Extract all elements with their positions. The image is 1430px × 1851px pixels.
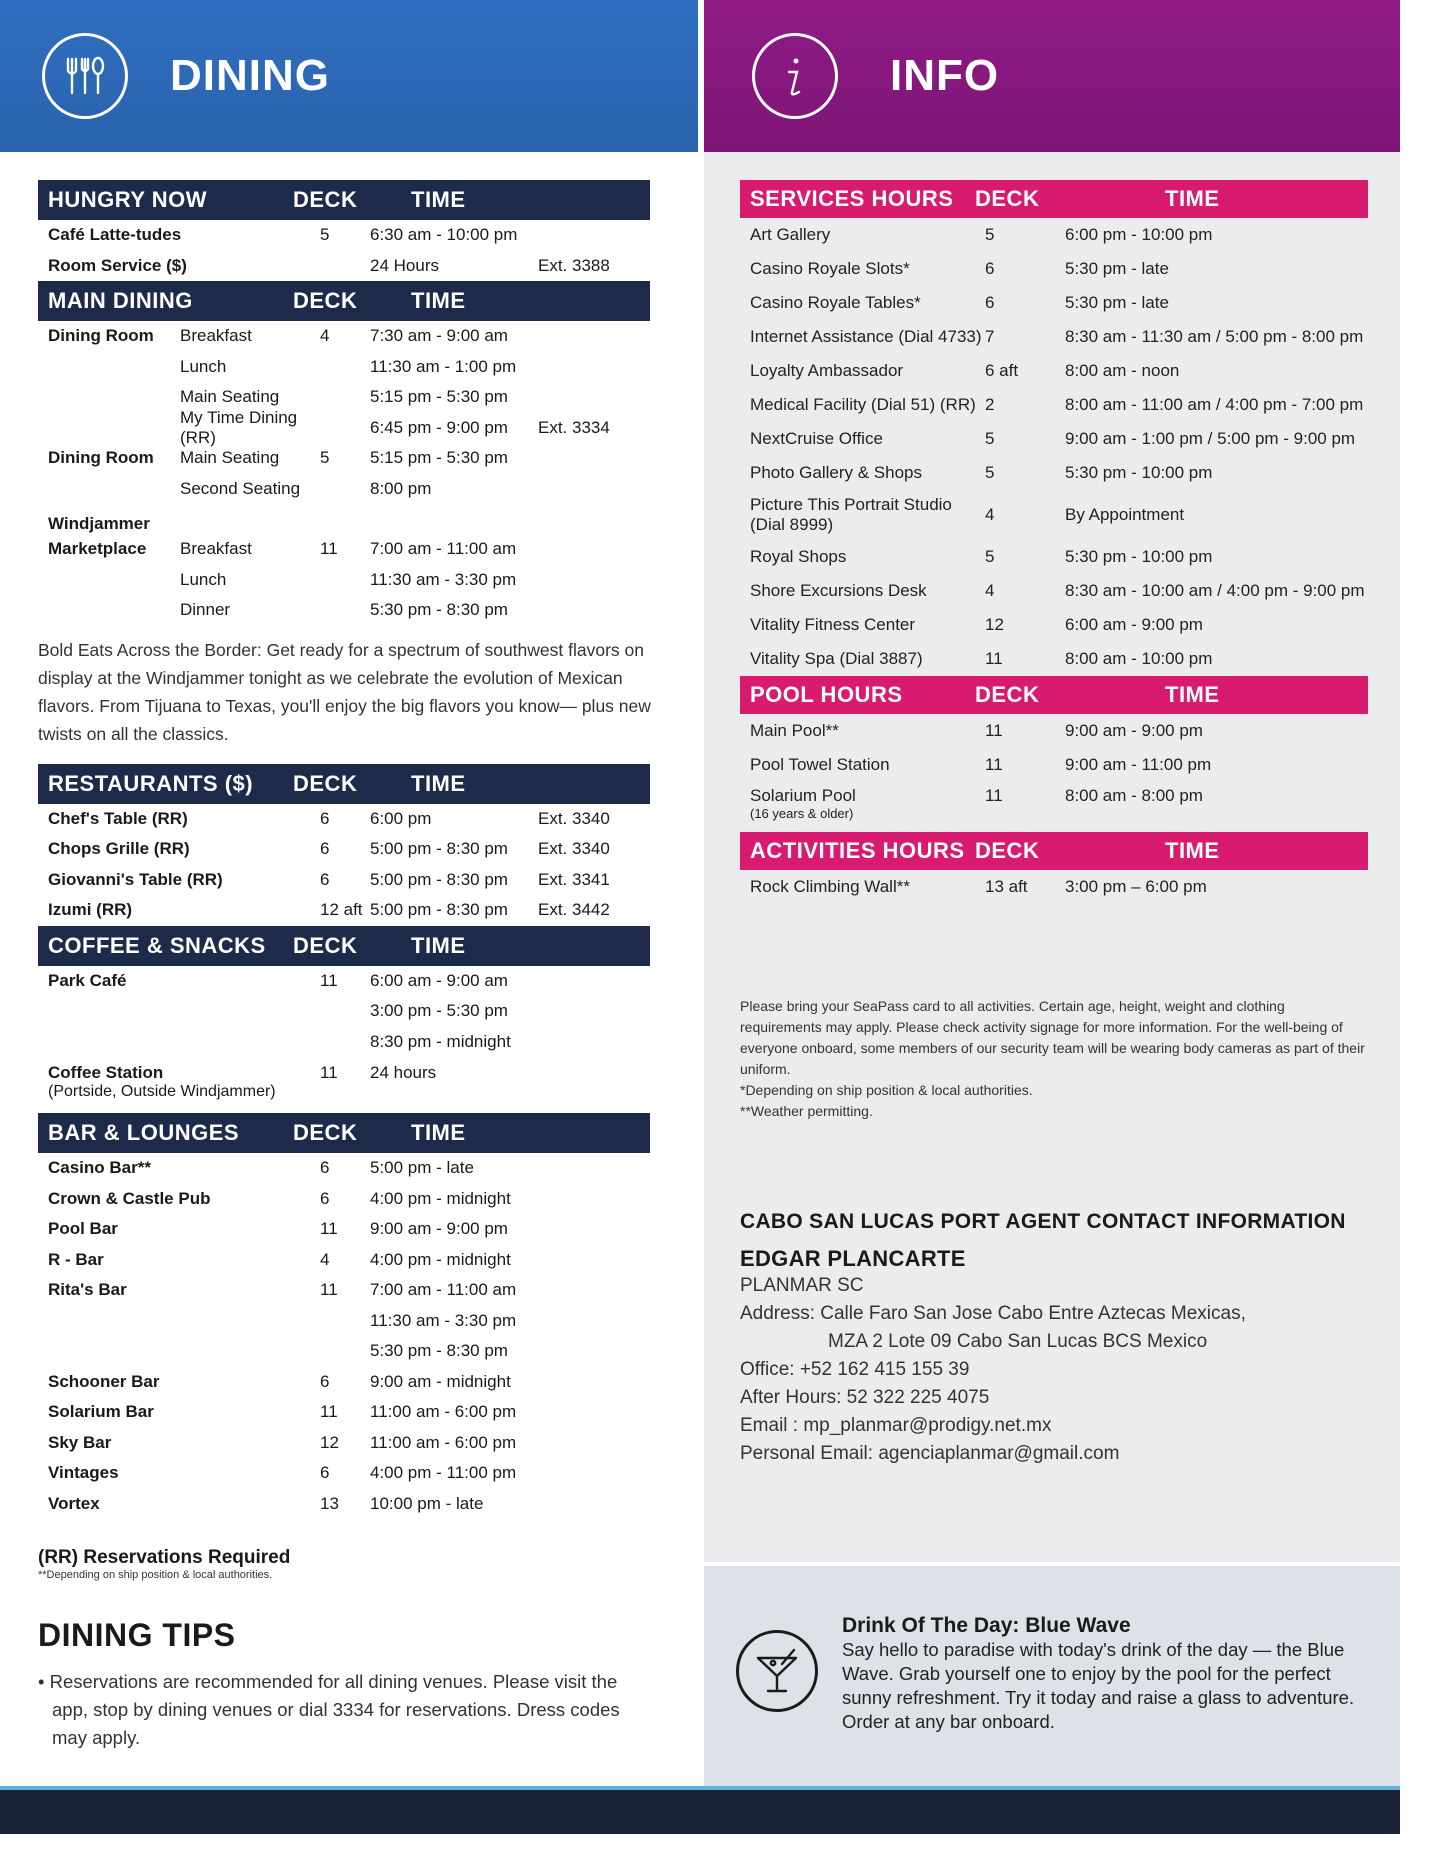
- deck-heading: DECK: [975, 838, 1040, 863]
- table-row: [740, 714, 1368, 748]
- time-value: 8:00 am - noon: [1065, 361, 1180, 380]
- time-heading: TIME: [411, 1120, 466, 1145]
- weather-footnote: **Weather permitting.: [740, 1103, 873, 1119]
- table-row: [38, 1367, 650, 1398]
- service-name: Photo Gallery & Shops: [750, 463, 922, 482]
- venue-name: Pool Bar: [48, 1219, 118, 1239]
- table-row: [740, 456, 1368, 490]
- section-title: COFFEE & SNACKS: [48, 932, 266, 958]
- service-cell: [740, 495, 985, 535]
- port-agent-address-line2: MZA 2 Lote 09 Cabo San Lucas BCS Mexico: [828, 1331, 1208, 1352]
- time-value: 4:00 pm - 11:00 pm: [370, 1463, 517, 1483]
- deck-value: 11: [985, 721, 1003, 740]
- extension-value: Ext. 3442: [538, 900, 610, 920]
- time-value: 11:00 am - 6:00 pm: [370, 1432, 517, 1452]
- time-heading: TIME: [1165, 186, 1220, 211]
- deck-value: 11: [985, 755, 1003, 774]
- venue-name: Crown & Castle Pub: [48, 1188, 211, 1208]
- venue-name: Dining Room: [48, 448, 154, 468]
- info-column: [740, 180, 1368, 1468]
- time-heading: TIME: [411, 770, 466, 796]
- venue-name: Windjammer: [48, 514, 150, 533]
- deck-value: 12 aft: [320, 900, 363, 920]
- deck-heading: DECK: [293, 187, 358, 212]
- service-name: Royal Shops: [750, 547, 847, 566]
- time-value: 5:00 pm - 8:30 pm: [370, 839, 508, 859]
- time-value: 8:00 am - 10:00 pm: [1065, 649, 1213, 668]
- deck-value: 5: [985, 547, 995, 566]
- seapass-note: [740, 996, 1368, 1122]
- port-agent-name: EDGAR PLANCARTE: [740, 1246, 966, 1271]
- table-row: [38, 407, 650, 447]
- table-row: [740, 422, 1368, 456]
- extension-value: Ext. 3341: [538, 869, 610, 889]
- pool-hours-header: [740, 676, 1368, 714]
- venue-name: Izumi (RR): [48, 900, 133, 920]
- meal-name: Dinner: [180, 600, 231, 620]
- table-row: [740, 608, 1368, 642]
- service-name: Medical Facility (Dial 51) (RR): [750, 395, 976, 414]
- hungry-now-header: [38, 180, 650, 220]
- deck-value: 12: [320, 1432, 339, 1452]
- time-value: 7:30 am - 9:00 am: [370, 326, 508, 346]
- deck-heading: DECK: [293, 770, 358, 796]
- time-value: 5:15 pm - 5:30 pm: [370, 387, 508, 407]
- time-value: 4:00 pm - midnight: [370, 1188, 511, 1208]
- meal-name: Second Seating: [180, 478, 301, 498]
- table-row: [38, 474, 650, 505]
- table-row: [38, 895, 650, 926]
- venue-name: Giovanni's Table (RR): [48, 869, 223, 889]
- deck-value: 2: [985, 395, 995, 414]
- section-title: SERVICES HOURS: [750, 186, 954, 211]
- section-title: HUNGRY NOW: [48, 187, 207, 212]
- deck-heading: DECK: [293, 932, 358, 958]
- time-value: 6:00 pm - 10:00 pm: [1065, 225, 1213, 244]
- deck-value: 11: [985, 649, 1003, 668]
- table-row: [38, 1489, 650, 1520]
- venue-name: Solarium Bar: [48, 1402, 154, 1422]
- deck-heading: DECK: [293, 288, 358, 313]
- time-value: 6:45 pm - 9:00 pm: [370, 417, 508, 437]
- time-heading: TIME: [411, 932, 466, 958]
- venue-name: Park Café: [48, 970, 127, 990]
- venue-name: Chef's Table (RR): [48, 808, 188, 828]
- time-value: 11:30 am - 3:30 pm: [370, 1310, 517, 1330]
- windjammer-blurb: Bold Eats Across the Border: Get ready for a spectrum of southwest flavors on display at the Windjammer tonight as we celebrate the evolution of Mexican flavors. From Tijuana to Texas, you'll enjoy the big flavors you know— plus new twists on all the classics.: [38, 639, 651, 744]
- time-heading: TIME: [411, 187, 466, 212]
- table-row: [38, 1245, 650, 1276]
- section-title: ACTIVITIES HOURS: [750, 838, 965, 863]
- info-title: INFO: [890, 51, 1000, 100]
- deck-value: 6: [320, 1371, 330, 1391]
- time-value: 11:00 am - 6:00 pm: [370, 1402, 517, 1422]
- deck-value: 11: [320, 1280, 338, 1300]
- table-row: [740, 354, 1368, 388]
- dining-tips-title: DINING TIPS: [38, 1617, 236, 1653]
- deck-value: 4: [985, 505, 995, 524]
- dining-title: DINING: [170, 51, 330, 100]
- table-row: [38, 321, 650, 352]
- info-header: [704, 0, 1400, 152]
- port-agent-personal-email: Personal Email: agenciaplanmar@gmail.com: [740, 1443, 1120, 1464]
- drink-text: [842, 1614, 1372, 1734]
- venue-name: Casino Bar**: [48, 1158, 151, 1178]
- table-row: [38, 595, 650, 626]
- dining-tips-text: • Reservations are recommended for all dining venues. Please visit the app, stop by dining venues or dial 3334 for reservations. Dress codes may apply.: [38, 1671, 620, 1748]
- time-heading: TIME: [411, 288, 466, 313]
- venue-name: Vortex: [48, 1493, 100, 1513]
- service-name: Picture This Portrait Studio: [750, 495, 952, 514]
- time-value: 6:30 am - 10:00 pm: [370, 225, 518, 245]
- table-row: [740, 218, 1368, 252]
- services-hours-header: [740, 180, 1368, 218]
- service-name: Internet Assistance (Dial 4733): [750, 327, 982, 346]
- table-row: [38, 1428, 650, 1459]
- extension-value: Ext. 3334: [538, 417, 610, 437]
- table-row: [38, 1027, 650, 1058]
- table-row: [740, 782, 1368, 832]
- table-row: [38, 565, 650, 596]
- section-title: RESTAURANTS ($): [48, 770, 254, 796]
- service-name: Casino Royale Tables*: [750, 293, 921, 312]
- dining-column: [38, 180, 650, 1752]
- port-agent-address: Address: Calle Faro San Jose Cabo Entre Aztecas Mexicas,: [740, 1303, 1246, 1324]
- meal-name: My Time Dining (RR): [180, 407, 298, 447]
- drink-description: Say hello to paradise with today's drink of the day — the Blue Wave. Grab yourself one to enjoy by the pool for the perfect sunny refreshment. Try it today and raise a glass to adventure. Order at any bar onboard.: [842, 1639, 1355, 1732]
- venue-name: Marketplace: [48, 539, 147, 559]
- port-agent-office: Office: +52 162 415 155 39: [740, 1359, 970, 1380]
- service-name: NextCruise Office: [750, 429, 883, 448]
- deck-value: 6: [320, 839, 330, 859]
- time-heading: TIME: [1165, 838, 1220, 863]
- service-name: Art Gallery: [750, 225, 831, 244]
- section-title: POOL HOURS: [750, 682, 903, 707]
- table-row: [38, 966, 650, 997]
- time-value: 3:00 pm - 5:30 pm: [370, 1001, 508, 1021]
- position-footnote: *Depending on ship position & local authorities.: [740, 1082, 1033, 1098]
- table-row: [38, 865, 650, 896]
- time-value: 24 Hours: [370, 255, 439, 275]
- pool-age-note: (16 years & older): [750, 806, 854, 821]
- time-value: 8:30 am - 11:30 am / 5:00 pm - 8:00 pm: [1065, 327, 1364, 346]
- bar-lounges-header: [38, 1113, 650, 1153]
- pool-name: Pool Towel Station: [750, 755, 890, 774]
- section-title: BAR & LOUNGES: [48, 1120, 240, 1145]
- deck-value: 6: [320, 1158, 330, 1178]
- time-value: By Appointment: [1065, 505, 1185, 524]
- service-name: Loyalty Ambassador: [750, 361, 904, 380]
- meal-name: Breakfast: [180, 326, 252, 346]
- time-value: 8:30 pm - midnight: [370, 1031, 511, 1051]
- extension-value: Ext. 3340: [538, 808, 610, 828]
- table-row: [38, 1214, 650, 1245]
- time-value: 8:30 am - 10:00 am / 4:00 pm - 9:00 pm: [1065, 581, 1365, 600]
- port-agent-company: PLANMAR SC: [740, 1275, 864, 1296]
- deck-value: 5: [985, 463, 995, 482]
- activity-name: Rock Climbing Wall**: [750, 877, 910, 896]
- deck-heading: DECK: [975, 682, 1040, 707]
- venue-name: Vintages: [48, 1463, 119, 1483]
- time-value: 5:00 pm - 8:30 pm: [370, 869, 508, 889]
- table-row: [38, 352, 650, 383]
- venue-name: Coffee Station: [48, 1063, 164, 1082]
- deck-value: 11: [320, 1063, 338, 1082]
- venue-name: Room Service ($): [48, 255, 187, 275]
- venue-location: (Portside, Outside Windjammer): [48, 1083, 276, 1100]
- time-value: 8:00 am - 11:00 am / 4:00 pm - 7:00 pm: [1065, 395, 1364, 414]
- time-value: 9:00 am - 1:00 pm / 5:00 pm - 9:00 pm: [1065, 429, 1356, 448]
- deck-value: 6 aft: [985, 361, 1019, 380]
- deck-value: 4: [320, 1249, 330, 1269]
- time-value: 24 hours: [370, 1063, 437, 1082]
- reservations-note: (RR) Reservations Required: [38, 1547, 291, 1568]
- time-value: 6:00 pm: [370, 808, 432, 828]
- martini-icon: [736, 1630, 818, 1712]
- table-row: [38, 251, 650, 282]
- venue-name: Chops Grille (RR): [48, 839, 190, 859]
- time-value: 5:30 pm - 8:30 pm: [370, 600, 508, 620]
- time-value: 5:30 pm - 10:00 pm: [1065, 463, 1213, 482]
- table-row: [740, 748, 1368, 782]
- dining-header: [0, 0, 698, 152]
- table-row: [740, 490, 1368, 540]
- footnote: **Depending on ship position & local authorities.: [38, 1569, 273, 1581]
- time-value: 9:00 am - midnight: [370, 1371, 511, 1391]
- service-name: Casino Royale Slots*: [750, 259, 910, 278]
- service-name: Vitality Fitness Center: [750, 615, 916, 634]
- seapass-text: Please bring your SeaPass card to all activities. Certain age, height, weight and clothing requirements may apply. Please check activity signage for more information. For the well-being of everyone onboard, some members of our security team will be wearing body cameras as part of their uniform.: [740, 998, 1365, 1077]
- venue-name: Café Latte-tudes: [48, 225, 182, 245]
- time-value: 5:30 pm - 8:30 pm: [370, 1341, 508, 1361]
- time-value: 10:00 pm - late: [370, 1493, 484, 1513]
- venue-name: Dining Room: [48, 326, 154, 346]
- extension-value: Ext. 3388: [538, 255, 610, 275]
- deck-value: 6: [320, 869, 330, 889]
- table-row: [740, 870, 1368, 904]
- deck-value: 6: [320, 1188, 330, 1208]
- deck-value: 12: [985, 615, 1004, 634]
- deck-value: 6: [985, 293, 995, 312]
- page-margin: [1400, 0, 1430, 1851]
- pool-name: Solarium Pool: [750, 786, 856, 805]
- deck-value: 11: [320, 1219, 338, 1239]
- deck-value: 6: [320, 1463, 330, 1483]
- time-value: 5:15 pm - 5:30 pm: [370, 448, 508, 468]
- service-name: Vitality Spa (Dial 3887): [750, 649, 923, 668]
- table-row: [38, 382, 650, 413]
- pool-cell: [740, 786, 985, 821]
- table-row: [38, 1336, 650, 1367]
- table-row: [38, 534, 650, 565]
- deck-value: 4: [985, 581, 995, 600]
- deck-value: 5: [985, 225, 995, 244]
- deck-value: 5: [985, 429, 995, 448]
- deck-value: 11: [320, 1402, 338, 1422]
- venue-name: Sky Bar: [48, 1432, 112, 1452]
- time-value: 11:30 am - 1:00 pm: [370, 356, 517, 376]
- meal-name: Lunch: [180, 356, 227, 376]
- coffee-snacks-header: [38, 926, 650, 966]
- venue-name: Schooner Bar: [48, 1371, 160, 1391]
- footer-bar: [0, 1790, 1400, 1834]
- deck-value: 5: [320, 448, 330, 468]
- time-value: 7:00 am - 11:00 am: [370, 539, 517, 559]
- table-row: [740, 574, 1368, 608]
- deck-value: 11: [320, 539, 338, 559]
- utensils-icon: [42, 33, 128, 119]
- meal-name: Main Seating: [180, 448, 280, 468]
- service-subtext: (Dial 8999): [750, 515, 834, 534]
- table-row: [38, 1153, 650, 1184]
- table-row: [740, 252, 1368, 286]
- deck-heading: DECK: [975, 186, 1040, 211]
- table-row: [38, 1275, 650, 1306]
- venue-name: Rita's Bar: [48, 1280, 127, 1300]
- table-row: [38, 1057, 650, 1111]
- table-row: [38, 996, 650, 1027]
- time-value: 5:30 pm - 10:00 pm: [1065, 547, 1213, 566]
- pool-name: Main Pool**: [750, 721, 839, 740]
- main-dining-header: [38, 281, 650, 321]
- deck-value: 13: [320, 1493, 339, 1513]
- service-name: Shore Excursions Desk: [750, 581, 927, 600]
- deck-value: 5: [320, 225, 330, 245]
- drink-title: Drink Of The Day: Blue Wave: [842, 1614, 1131, 1637]
- table-row: [38, 1458, 650, 1489]
- table-row: [740, 320, 1368, 354]
- port-agent-after-hours: After Hours: 52 322 225 4075: [740, 1387, 990, 1408]
- port-agent-email: Email : mp_planmar@prodigy.net.mx: [740, 1415, 1052, 1436]
- table-row: [38, 220, 650, 251]
- time-heading: TIME: [1165, 682, 1220, 707]
- table-row: [740, 286, 1368, 320]
- time-value: 9:00 am - 9:00 pm: [370, 1219, 508, 1239]
- deck-value: 13 aft: [985, 877, 1028, 896]
- table-row: [38, 443, 650, 474]
- time-value: 8:00 am - 8:00 pm: [1065, 786, 1203, 805]
- port-agent-heading: CABO SAN LUCAS PORT AGENT CONTACT INFORMATION: [740, 1210, 1346, 1233]
- table-row: [740, 388, 1368, 422]
- time-value: 9:00 am - 9:00 pm: [1065, 721, 1203, 740]
- time-value: 5:00 pm - late: [370, 1158, 474, 1178]
- meal-name: Main Seating: [180, 387, 280, 407]
- table-row: [38, 510, 650, 534]
- time-value: 8:00 pm: [370, 478, 432, 498]
- time-value: 7:00 am - 11:00 am: [370, 1280, 517, 1300]
- info-icon: [752, 33, 838, 119]
- deck-value: 4: [320, 326, 330, 346]
- deck-value: 6: [985, 259, 995, 278]
- meal-name: Breakfast: [180, 539, 252, 559]
- time-value: 6:00 am - 9:00 pm: [1065, 615, 1203, 634]
- deck-value: 11: [320, 970, 338, 990]
- table-row: [740, 642, 1368, 676]
- table-row: [38, 804, 650, 835]
- time-value: 11:30 am - 3:30 pm: [370, 569, 517, 589]
- deck-heading: DECK: [293, 1120, 358, 1145]
- time-value: 9:00 am - 11:00 pm: [1065, 755, 1212, 774]
- extension-value: Ext. 3340: [538, 839, 610, 859]
- table-row: [38, 1306, 650, 1337]
- table-row: [38, 834, 650, 865]
- time-value: 5:00 pm - 8:30 pm: [370, 900, 508, 920]
- time-value: 6:00 am - 9:00 am: [370, 970, 508, 990]
- table-row: [38, 1397, 650, 1428]
- table-row: [740, 540, 1368, 574]
- table-row: [38, 1184, 650, 1215]
- time-value: 4:00 pm - midnight: [370, 1249, 511, 1269]
- deck-value: 6: [320, 808, 330, 828]
- time-value: 5:30 pm - late: [1065, 293, 1169, 312]
- activities-hours-header: [740, 832, 1368, 870]
- meal-name: Lunch: [180, 569, 227, 589]
- venue-name: R - Bar: [48, 1249, 104, 1269]
- time-value: 3:00 pm – 6:00 pm: [1065, 877, 1207, 896]
- venue-cell: [38, 1063, 320, 1101]
- restaurants-header: [38, 764, 650, 804]
- time-value: 5:30 pm - late: [1065, 259, 1169, 278]
- section-title: MAIN DINING: [48, 288, 193, 313]
- deck-value: 11: [985, 786, 1003, 805]
- deck-value: 7: [985, 327, 995, 346]
